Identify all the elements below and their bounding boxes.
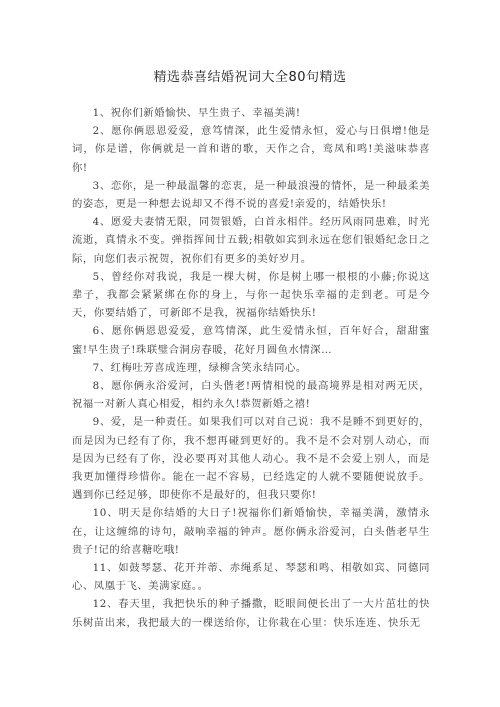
paragraph: 12、春天里，我把快乐的种子播撒，眨眼间便长出了一大片茁壮的快乐树苗出来，我把最大的一棵送给你，让你栽在心里：快乐连连、快乐无 xyxy=(72,598,430,629)
paragraph: 8、愿你俩永浴爱河，白头偕老!两情相悦的最高境界是相对两无厌，祝福一对新人真心相爱，相约永久!恭贺新婚之禧! xyxy=(72,380,430,411)
paragraph: 3、恋你，是一种最温馨的恋衷，是一种最浪漫的情怀，是一种最柔美的姿态，更是一种想去说却又不得不说的喜爱!亲爱的，结婚快乐! xyxy=(72,179,430,211)
paragraph: 5、曾经你对我说，我是一棵大树，你是树上哪一根根的小藤;你说这辈子，我都会紧紧绑在你的身上，与你一起快乐幸福的走到老。可是今天，你要结婚了，可新郎不是我，祝福你结婚快乐! xyxy=(72,270,430,320)
paragraph: 1、祝你们新婚愉快、早生贵子、幸福美满! xyxy=(92,107,301,119)
paragraph: 7、红梅吐芳喜成连理，绿柳含笑永结同心。 xyxy=(92,361,307,374)
paragraph: 6、愿你俩恩恩爱爱，意笃情深，此生爱情永恒，百年好合，甜甜蜜蜜!早生贵子!珠联璧合洞房春暖，花好月圆鱼水情深… xyxy=(72,325,430,356)
paragraph: 2、愿你俩恩恩爱爱，意笃情深，此生爱情永恒，爱心与日俱增!他是词，你是谱，你俩就是一首和谐的歌，天作之合，鸾凤和鸣!美滋味恭喜你! xyxy=(72,125,430,174)
document-title: 精选恭喜结婚祝词大全80句精选 xyxy=(153,70,347,85)
paragraph: 9、爱，是一种责任。如果我们可以对自己说：我不是睡不到更好的，而是因为已经有了你，我不想再碰到更好的。我不是不会对别人动心，而是因为已经有了你，没必要再对其他人动心。我不是不会爱上别人，而是我更加懂得珍惜你。能在一起不容易，已经选定的人就不要随便说放手。遇到你已经足够，即使你不是最好的，但我只要你! xyxy=(72,416,430,502)
paragraph: 4、愿爱夫妻情无限，同贺银婚，白首永相伴。经历风雨同患难，时光流逝，真情永不变。弹指挥间廿五载;相敬如宾到永远在您们银婚纪念日之际，向您们表示祝贺，祝你们有更多的美好岁月。 xyxy=(72,216,430,265)
paragraph: 10、明天是你结婚的大日子!祝福你们新婚愉快，幸福美满，激情永在，让这缠绵的诗句，敲响幸福的钟声。愿你俩永浴爱河，白头偕老早生贵子!记的给喜糖吃哦! xyxy=(72,507,430,556)
document-body xyxy=(72,104,430,632)
paragraph: 11、如鼓琴瑟、花开并蒂、赤绳系足、琴瑟和鸣、相敬如宾、同德同心、凤凰于飞、美满家庭。。 xyxy=(72,562,430,593)
